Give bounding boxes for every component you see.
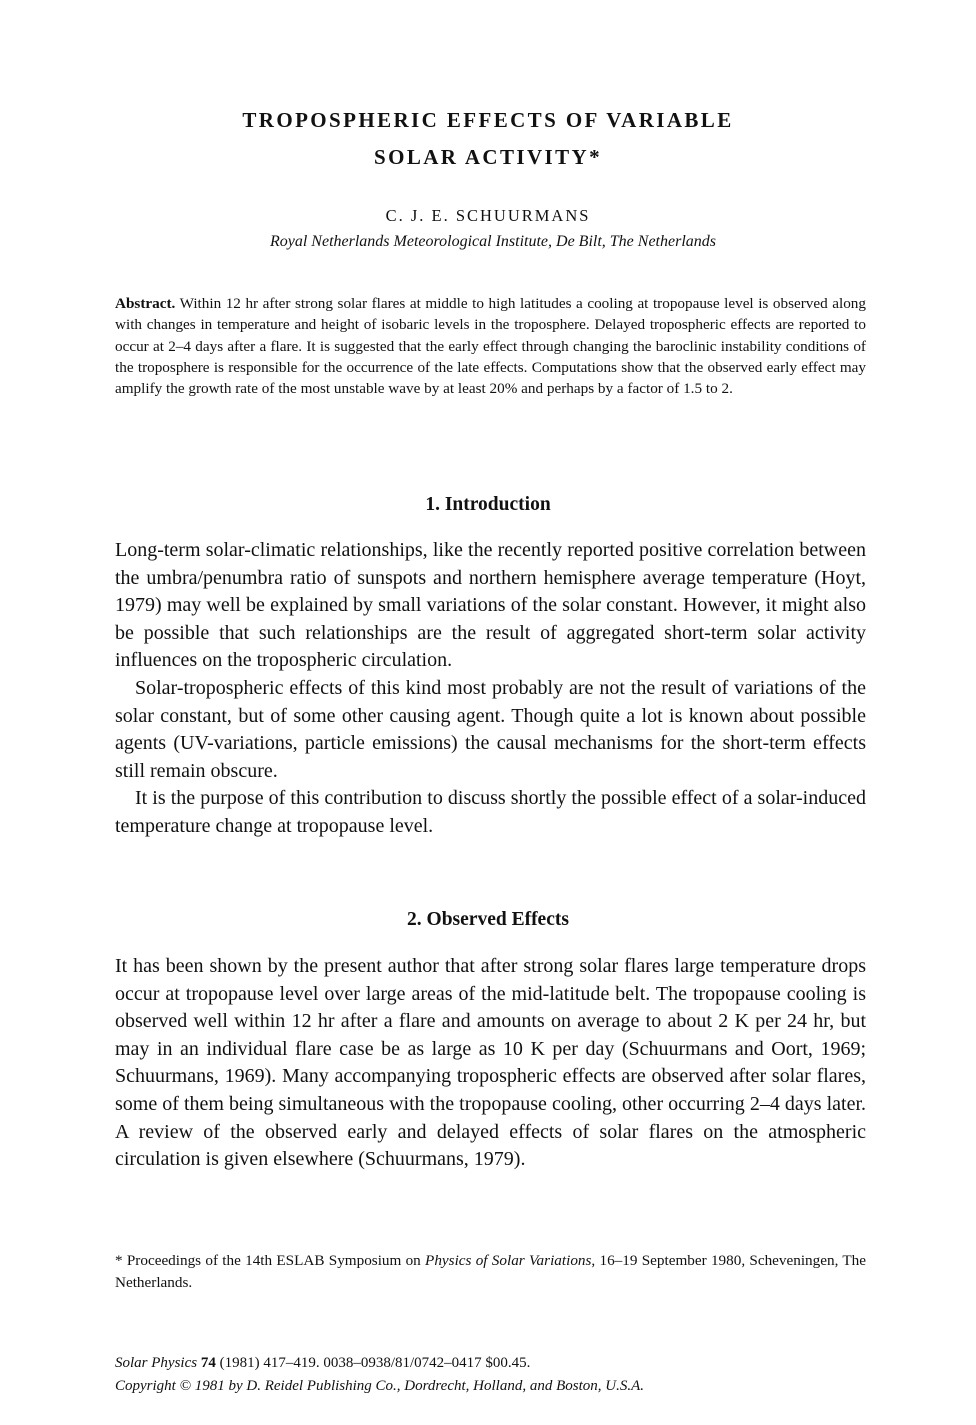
footnote-text-start: * Proceedings of the 14th ESLAB Symposium on: [115, 1252, 426, 1269]
journal-name: Solar Physics: [115, 1355, 198, 1371]
section-body-introduction: [115, 537, 866, 841]
page-footer: [115, 1352, 875, 1397]
abstract-label: Abstract.: [115, 295, 176, 312]
author-affiliation: Royal Netherlands Meteorological Institute, De Bilt, The Netherlands: [269, 233, 716, 250]
author-name: C. J. E. SCHUURMANS: [385, 206, 591, 225]
paragraph: It is the purpose of this contribution to discuss shortly the possible effect of a solar-induced temperature change at tropopause level.: [115, 787, 866, 837]
paper-title-line-2: SOLAR ACTIVITY*: [374, 145, 602, 169]
paper-title-line-1: TROPOSPHERIC EFFECTS OF VARIABLE: [242, 108, 734, 132]
paragraph: It has been shown by the present author that after strong solar flares large temperature drops occur at tropopause level over large areas of the mid-latitude belt. The tropopause cooling is observed well within 12 hr after a flare and amounts on average to about 2 K per 24 hr, but may in an individual flare case be as large as 10 K per day (Schuurmans and Oort, 1969; Schuurmans, 1969). Many accompanying tropospheric effects are observed after solar flares, some of them being simultaneous with the tropopause cooling, other occurring 2–4 days later. A review of the observed early and delayed effects of solar flares on the atmospheric circulation is given elsewhere (Schuurmans, 1979).: [115, 955, 866, 1171]
section-body-observed-effects: [115, 953, 866, 1174]
copyright-line: Copyright © 1981 by D. Reidel Publishing Co., Dordrecht, Holland, and Boston, U.S.A.: [115, 1377, 644, 1394]
section-heading-introduction: 1. Introduction: [425, 494, 551, 515]
paragraph: Long-term solar-climatic relationships, like the recently reported positive correlation between the umbra/penumbra ratio of sunspots and northern hemisphere average temperature (Hoyt, 1979) may well be explained by small variations of the solar constant. However, it might also be possible that such relationships are the result of aggregated short-term solar activity influences on the tropospheric circulation.: [115, 539, 866, 672]
footnote-text-end: , 16–19 September 1980, Scheveningen, The Netherlands.: [115, 1252, 866, 1291]
footnote-symposium-title: Physics of Solar Variations: [425, 1252, 592, 1269]
abstract-text: Within 12 hr after strong solar flares at middle to high latitudes a cooling at tropopause level is observed along with changes in temperature and height of isobaric levels in the troposphere. Delayed tropospheric effects are reported to occur at 2–4 days after a flare. It is suggested that the early effect through changing the baroclinic instability conditions of the troposphere is responsible for the occurrence of the late effects. Computations show that the observed early effect may amplify the growth rate of the most unstable wave by at least 20% and perhaps by a factor of 1.5 to 2.: [115, 295, 866, 398]
citation-line: [115, 1352, 875, 1375]
section-heading-observed-effects: 2. Observed Effects: [407, 909, 569, 930]
journal-volume: 74: [200, 1355, 216, 1371]
abstract: [115, 293, 866, 399]
citation-details: (1981) 417–419. 0038–0938/81/0742–0417 $00.45.: [215, 1355, 531, 1371]
paragraph: Solar-tropospheric effects of this kind most probably are not the result of variations of the solar constant, but of some other causing agent. Though quite a lot is known about possible agents (UV-variations, particle emissions) the causal mechanisms for the short-term effects still remain obscure.: [115, 676, 866, 782]
footnote: [115, 1250, 866, 1293]
